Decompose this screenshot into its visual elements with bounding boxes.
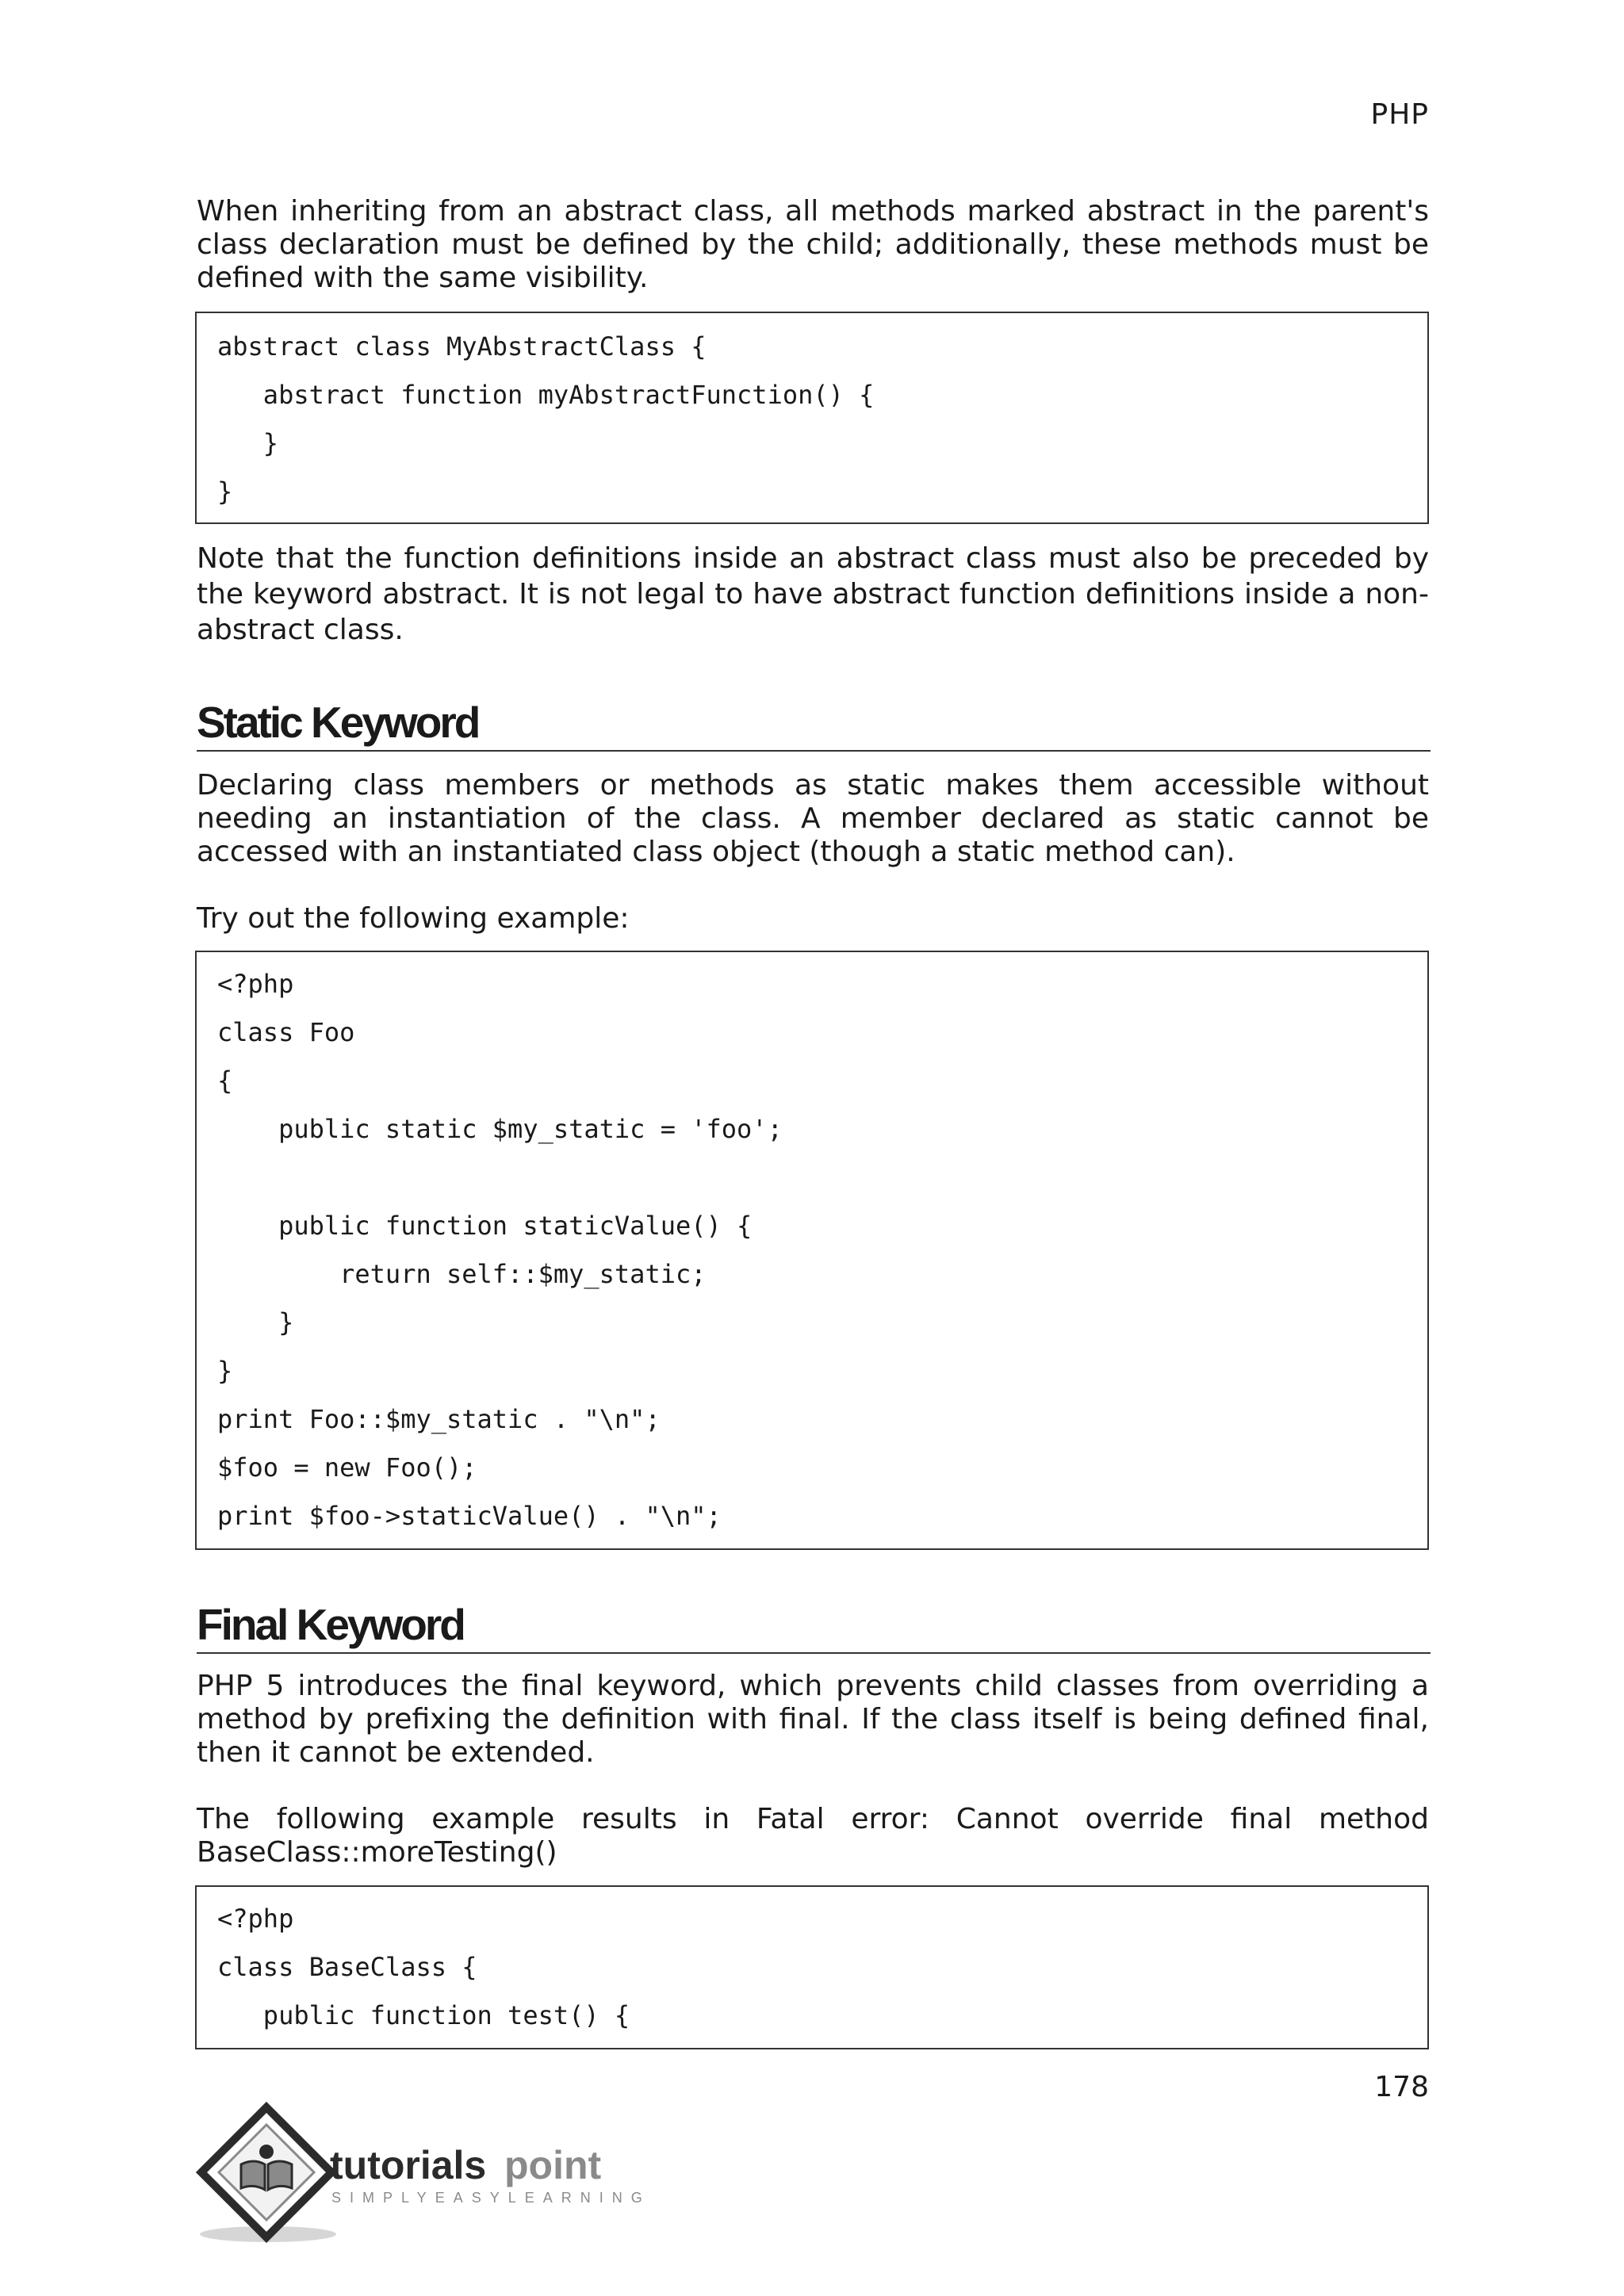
paragraph-fatal-error: The following example results in Fatal error: Cannot override final method BaseClass::moreTesting() — [197, 1803, 1429, 1869]
code-line: print Foo::$my_static . "\n"; — [217, 1404, 661, 1434]
code-block-final — [195, 1885, 1429, 2049]
code-line: public function test() { — [217, 2000, 630, 2030]
code-line: public function staticValue() { — [217, 1211, 753, 1241]
code-line: { — [217, 1066, 233, 1096]
code-block-abstract — [195, 312, 1429, 524]
code-line: abstract function myAbstractFunction() { — [217, 380, 875, 410]
book-icon-right — [268, 2161, 292, 2190]
code-line: } — [217, 476, 233, 507]
logo-brand-tutorials: tutorials — [330, 2143, 487, 2187]
code-line: public static $my_static = 'foo'; — [217, 1114, 783, 1144]
running-header: PHP — [1370, 98, 1429, 131]
logo-brand-point: point — [504, 2143, 602, 2187]
code-line: class BaseClass { — [217, 1952, 477, 1982]
code-line: $foo = new Foo(); — [217, 1452, 477, 1483]
paragraph-final-description: PHP 5 introduces the final keyword, which prevents child classes from overriding a method by prefixing the definition with final. If the class itself is being defined final, then it cannot be extended. — [197, 1670, 1429, 1769]
paragraph-try-example: Try out the following example: — [197, 902, 630, 935]
code-line: } — [217, 1356, 233, 1386]
section-heading-static: Static Keyword — [197, 695, 1431, 752]
code-line: abstract class MyAbstractClass { — [217, 331, 707, 362]
code-line: <?php — [217, 969, 294, 999]
paragraph-abstract-inheritance: When inheriting from an abstract class, all methods marked abstract in the parent's class declaration must be defined by the child; additionally, these methods must be defined with the same visibility. — [197, 195, 1429, 294]
paragraph-abstract-note: Note that the function definitions inside an abstract class must also be preceded by the keyword abstract. It is not legal to have abstract function definitions inside a non-abstract class. — [197, 542, 1429, 646]
person-head-icon — [259, 2145, 274, 2159]
code-block-static — [195, 951, 1429, 1550]
tutorialspoint-logo — [195, 2101, 671, 2255]
page-number: 178 — [1374, 2071, 1429, 2103]
book-icon-left — [241, 2161, 265, 2190]
logo-tagline: SIMPLYEASYLEARNING — [331, 2190, 651, 2206]
section-heading-final: Final Keyword — [197, 1597, 1431, 1654]
tutorialspoint-logo-graphic — [195, 2101, 671, 2252]
code-line: return self::$my_static; — [217, 1259, 707, 1289]
code-line: } — [217, 1307, 294, 1337]
code-line: class Foo — [217, 1017, 355, 1047]
code-line: <?php — [217, 1904, 294, 1934]
code-line: print $foo->staticValue() . "\n"; — [217, 1501, 722, 1531]
code-line: } — [217, 428, 279, 458]
paragraph-static-description: Declaring class members or methods as static makes them accessible without needing an instantiation of the class. A member declared as static cannot be accessed with an instantiated class object (though a static method can). — [197, 769, 1429, 868]
